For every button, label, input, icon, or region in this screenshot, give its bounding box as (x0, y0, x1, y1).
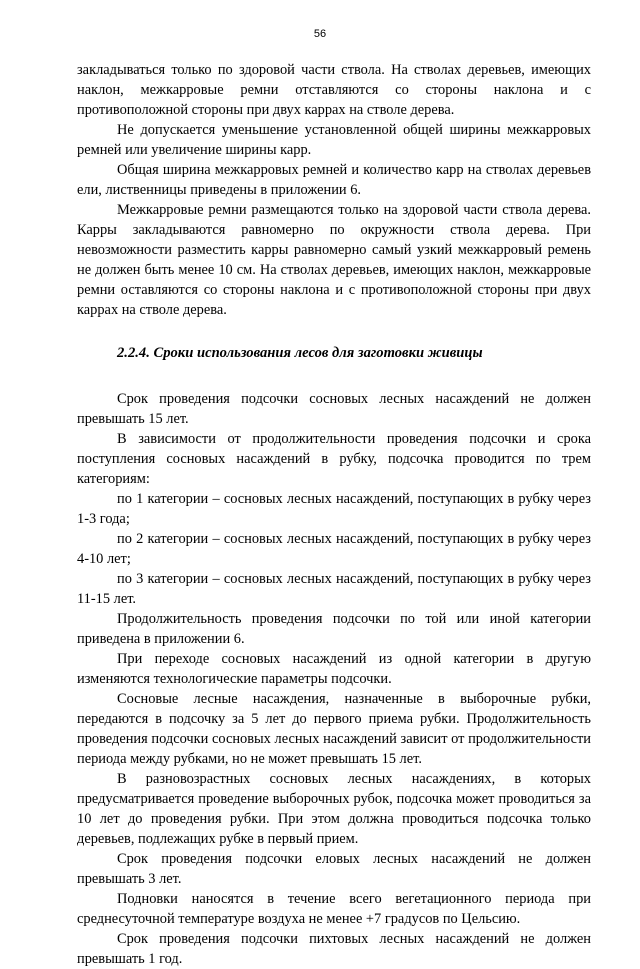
paragraph: Срок проведения подсочки пихтовых лесных насаждений не должен превышать 1 год. (77, 931, 591, 967)
list-item: по 2 категории – сосновых лесных насаждений, поступающих в рубку через 4-10 лет; (77, 531, 591, 567)
paragraph: В зависимости от продолжительности проведения подсочки и срока поступления сосновых насаждений в рубку, подсочка проводится по трем категориям: (77, 431, 591, 487)
list-item: по 1 категории – сосновых лесных насаждений, поступающих в рубку через 1-3 года; (77, 491, 591, 527)
paragraph: Сосновые лесные насаждения, назначенные в выборочные рубки, передаются в подсочку за 5 лет до первого приема рубки. Продолжительность проведения подсочки сосновых лесных насаждений зависит от продолжительности периода между рубками, но не может превышать 15 лет. (77, 691, 591, 767)
paragraph: В разновозрастных сосновых лесных насаждениях, в которых предусматривается проведение выборочных рубок, подсочка может проводиться за 10 лет до проведения рубки. При этом должна проводиться подсочка только деревьев, подлежащих рубке в первый прием. (77, 771, 591, 847)
paragraph: При переходе сосновых насаждений из одной категории в другую изменяются технологические параметры подсочки. (77, 651, 591, 687)
page-body (77, 60, 591, 969)
paragraph: Продолжительность проведения подсочки по той или иной категории приведена в приложении 6. (77, 611, 591, 647)
list-item: по 3 категории – сосновых лесных насаждений, поступающих в рубку через 11-15 лет. (77, 571, 591, 607)
section-heading: 2.2.4. Сроки использования лесов для заготовки живицы (117, 345, 483, 361)
paragraph: закладываться только по здоровой части ствола. На стволах деревьев, имеющих наклон, межкарровые ремни отставляются со стороны наклона и с противоположной стороны при двух каррах на стволе дерева. (77, 62, 591, 118)
paragraph: Срок проведения подсочки сосновых лесных насаждений не должен превышать 15 лет. (77, 391, 591, 427)
paragraph: Срок проведения подсочки еловых лесных насаждений не должен превышать 3 лет. (77, 851, 591, 887)
paragraph: Общая ширина межкарровых ремней и количество карр на стволах деревьев ели, лиственницы приведены в приложении 6. (77, 162, 591, 198)
paragraph: Подновки наносятся в течение всего вегетационного периода при среднесуточной температуре воздуха не менее +7 градусов по Цельсию. (77, 891, 591, 927)
paragraph: Межкарровые ремни размещаются только на здоровой части ствола дерева. Карры закладываются равномерно по окружности ствола дерева. При невозможности разместить карры равномерно самый узкий межкарровый ремень не должен быть менее 10 см. На стволах деревьев, имеющих наклон, межкарровые ремни оставляются со стороны наклона и с противоположной стороны при двух каррах на стволе дерева. (77, 202, 591, 318)
paragraph: Не допускается уменьшение установленной общей ширины межкарровых ремней или увеличение ширины карр. (77, 122, 591, 158)
page-number: 56 (313, 28, 327, 40)
